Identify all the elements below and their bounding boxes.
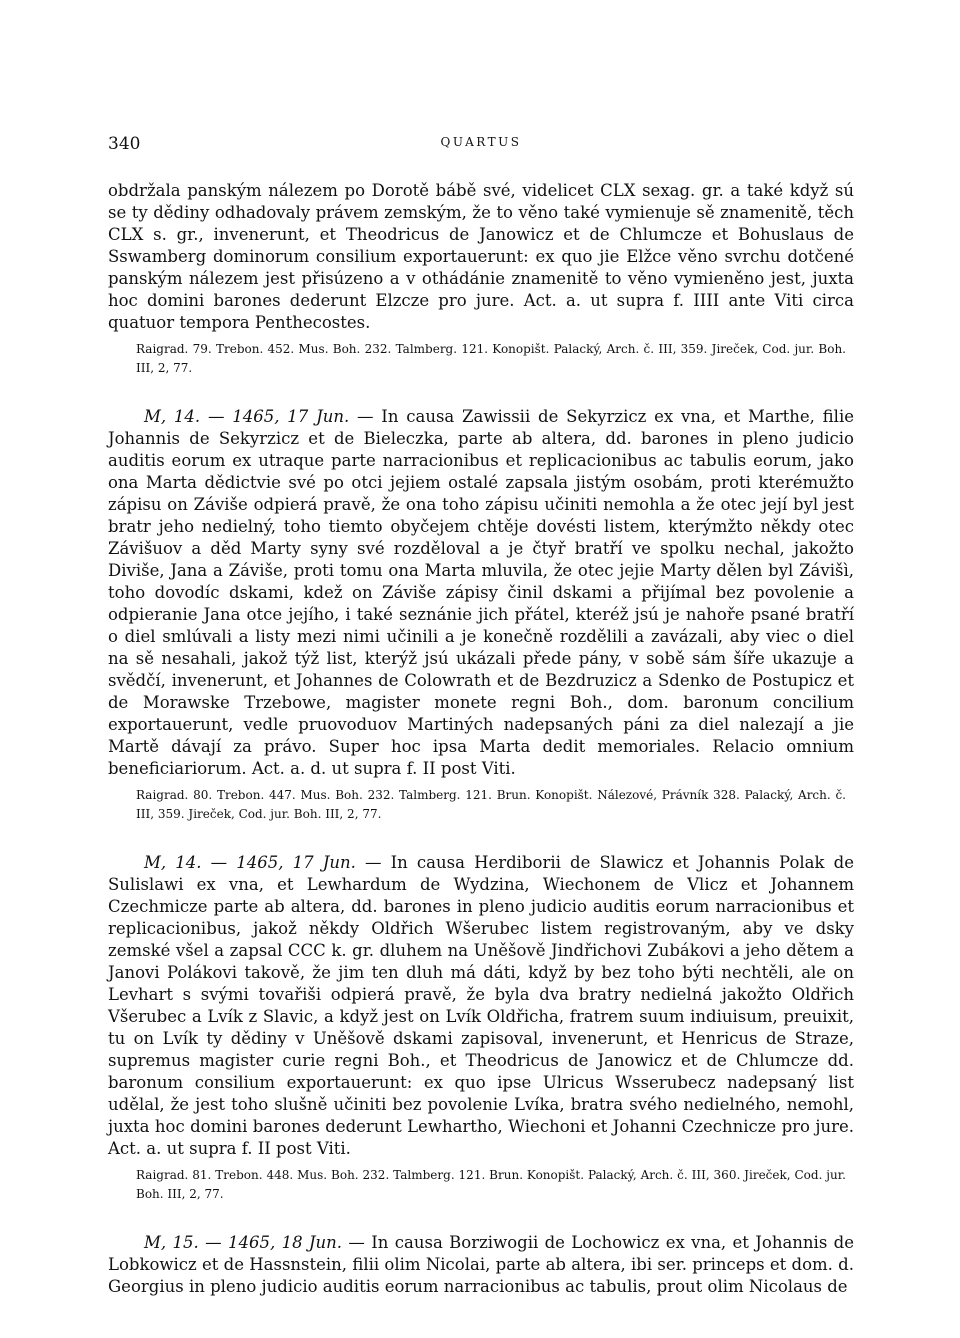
entry-text: In causa Herdiborii de Slawicz et Johannis Polak de Sulislawi ex vna, et Lewhardum de Wydzina, Wiechonem de Vlicz et Johannem Czechmicze parte ab altera, dd. barones in pleno judicio auditis eorum narracionibus et replicacionibus, jakož někdy Oldřich Wšerubec listem registrovaným, aby ve dsky zemské všel a zapsal CCC k. gr. dluhem na Uněšově Jindřichovi Zubákovi a jeho dětem a Janovi Polákovi takově, že jim ten dluh má dáti, když by bez toho býti nechtěli, ale on Levhart s svými tovařiši odpierá pravě, že byla dva bratry nedielná jakožto Oldřich Všerubec a Lvík z Slavic, a když jest on Lvík Oldřicha, fratrem suum indiuisum, preuixit, tu on Lvík ty dědiny v Uněšově dskami zapisoval, invenerunt, et Henricus de Straze, supremus magister curie regni Boh., et Theodricus de Janowicz et de Chlumcze dd. baronum consilium exportauerunt: ex quo ipse Ulricus Wsserubecz nadepsaný list udělal, že jest toho slušně učiniti bez povolenie Lvíka, bratra svého nedielného, nemohl, juxta hoc domini barones dederunt Lewhartho, Wiechoni et Johanni Czechnicze pro jure. Act. a. ut supra f. II post Viti. <box>108 853 854 1158</box>
entry-heading: M, 14. — 1465, 17 Jun. <box>144 407 350 426</box>
entry-heading: M, 14. — 1465, 17 Jun. <box>144 853 356 872</box>
entry-m14-zawissius <box>108 406 854 824</box>
entry-text: In causa Borziwogii de Lochowicz ex vna, et Johannis de Lobkowicz et de Hassnstein, filii olim Nicolai, parte ab altera, ibi ser. princeps et dom. d. Georgius in pleno judicio auditis eorum narracionibus ac tabulis, prout olim Nicolaus de <box>108 1233 854 1296</box>
source-references: Raigrad. 81. Trebon. 448. Mus. Boh. 232. Talmberg. 121. Brun. Konopišt. Palacký, Arch. č. III, 360. Jireček, Cod. jur. Boh. III, 2, 77. <box>136 1168 846 1201</box>
source-references: Raigrad. 79. Trebon. 452. Mus. Boh. 232. Talmberg. 121. Konopišt. Palacký, Arch. č. III, 359. Jireček, Cod. jur. Boh. III, 2, 77. <box>136 342 846 375</box>
running-head: QUARTUS <box>440 135 522 149</box>
page-header <box>108 134 854 158</box>
entry-paragraph: M, 14. — 1465, 17 Jun. — In causa Herdiborii de Slawicz et Johannis Polak de Sulislawi ex vna, et Lewhardum de Wydzina, Wiechonem de Vlicz et Johannem Czechmicze parte ab altera, dd. barones in pleno judicio auditis eorum narracionibus et replicacionibus, jakož někdy Oldřich Wšerubec listem registrovaným, aby ve dsky zemské všel a zapsal CCC k. gr. dluhem na Uněšově Jindřichovi Zubákovi a jeho dětem a Janovi Polákovi takově, že jim ten dluh má dáti, když by bez toho býti nechtěli, ale on Levhart s svými tovařiši odpierá pravě, že byla dva bratry nedielná jakožto Oldřich Všerubec a Lvík z Slavic, a když jest on Lvík Oldřicha, fratrem suum indiuisum, preuixit, tu on Lvík ty dědiny v Uněšově dskami zapisoval, invenerunt, et Henricus de Straze, supremus magister curie regni Boh., et Theodricus de Janowicz et de Chlumcze dd. baronum consilium exportauerunt: ex quo ipse Ulricus Wsserubecz nadepsaný list udělal, že jest toho slušně učiniti bez povolenie Lvíka, bratra svého nedielného, nemohl, juxta hoc domini barones dederunt Lewhartho, Wiechoni et Johanni Czechnicze pro jure. Act. a. ut supra f. II post Viti. <box>108 853 854 1158</box>
entry-paragraph: M, 14. — 1465, 17 Jun. — In causa Zawissii de Sekyrzicz ex vna, et Marthe, filie Johannis de Sekyrzicz et de Bieleczka, parte ab altera, dd. barones in pleno judicio auditis eorum ex utraque parte narracionibus et replicacionibus ac tabulis eorum, jako ona Marta dědictvie své po otci jejiem ostalé zapsala jistým osobám, proti kterémužto zápisu on Záviše odpierá pravě, že ona toho zápisu učiniti nemohla a že otec její byl jest bratr jeho nedielný, toho tiemto obyčejem chtěje dovésti listem, kterýmžto někdy otec Závišuov a děd Marty syny své rozděloval a je čtyř bratří ve spolku nechal, jakožto Diviše, Jana a Záviše, proti tomu ona Marta mluvila, že otec jejie Marty dělen byl Závišì, toho dovodíc dskami, kdež on Záviše zápisy činil dskami a přijímal bez povolenie a odpieranie Jana otce jejího, i také seznánie jich přátel, kteréž jsú je nahoře psané bratří o diel smlúvali a listy mezi nimi učinili a je konečně rozdělili a zavázali, aby viec o diel na sě nesahali, jakož týž list, kterýž jsú ukázali přede pány, v sobě sám šíře ukazuje a svědčí, invenerunt, et Johannes de Colowrath et de Bezdruzicz a Sdenko de Postupicz et de Morawske Trzebowe, magister monete regni Boh., dom. baronum concilium exportauerunt, vedle pruovoduov Martiných nadepsaných páni za diel nalezají a jie Martě dávají za právo. Super hoc ipsa Marta dedit memoriales. Relacio omnium beneficiariorum. Act. a. d. ut supra f. II post Viti. <box>108 407 854 778</box>
source-references: Raigrad. 80. Trebon. 447. Mus. Boh. 232. Talmberg. 121. Brun. Konopišt. Nálezové, Právník 328. Palacký, Arch. č. III, 359. Jireček, Cod. jur. Boh. III, 2, 77. <box>136 788 846 821</box>
entry-text: In causa Zawissii de Sekyrzicz ex vna, et Marthe, filie Johannis de Sekyrzicz et de Bieleczka, parte ab altera, dd. barones in pleno judicio auditis eorum ex utraque parte narracionibus et replicacionibus ac tabulis eorum, jako ona Marta dědictvie své po otci jejiem ostalé zapsala jistým osobám, proti kterémužto zápisu on Záviše odpierá pravě, že ona toho zápisu učiniti nemohla a že otec její byl jest bratr jeho nedielný, toho tiemto obyčejem chtěje dovésti listem, kterýmžto někdy otec Závišuov a děd Marty syny své rozděloval a je čtyř bratří ve spolku nechal, jakožto Diviše, Jana a Záviše, proti tomu ona Marta mluvila, že otec jejie Marty dělen byl Závišì, toho dovodíc dskami, kdež on Záviše zápisy činil dskami a přijímal bez povolenie a odpieranie Jana otce jejího, i také seznánie jich přátel, kteréž jsú je nahoře psané bratří o diel smlúvali a listy mezi nimi učinili a je konečně rozdělili a zavázali, aby viec o diel na sě nesahali, jakož týž list, kterýž jsú ukázali přede pány, v sobě sám šíře ukazuje a svědčí, invenerunt, et Johannes de Colowrath et de Bezdruzicz a Sdenko de Postupicz et de Morawske Trzebowe, magister monete regni Boh., dom. baronum concilium exportauerunt, vedle pruovoduov Martiných nadepsaných páni za diel nalezají a jie Martě dávají za právo. Super hoc ipsa Marta dedit memoriales. Relacio omnium beneficiariorum. Act. a. d. ut supra f. II post Viti. <box>108 407 854 778</box>
page-content <box>108 180 854 1298</box>
entry-text: obdržala panským nálezem po Dorotě bábě své, videlicet CLX sexag. gr. a také když sú se ty dědiny odhadovaly právem zemským, že to věno také vymienuje sě znamenitě, těch CLX s. gr., invenerunt, et Theodricus de Janowicz et de Chlumcze et Bohuslaus de Sswamberg dominorum consilium exportauerunt: ex quo jie Elžce věno svrchu dotčené panským nálezem jest přisúzeno a v othádánie znamenitě to věno vymieněno jest, juxta hoc domini barones dederunt Elzcze pro jure. Act. a. ut supra f. IIII ante Viti circa quatuor tempora Penthecostes. <box>108 181 854 332</box>
entry-heading: M, 15. — 1465, 18 Jun. <box>144 1233 343 1252</box>
entry-m15-borziwogius <box>108 1232 854 1298</box>
entry-continuation <box>108 180 854 378</box>
page-number: 340 <box>108 134 141 154</box>
entry-m14-herdiborius <box>108 852 854 1204</box>
entry-paragraph: M, 15. — 1465, 18 Jun. — In causa Borziwogii de Lochowicz ex vna, et Johannis de Lobkowicz et de Hassnstein, filii olim Nicolai, parte ab altera, ibi ser. princeps et dom. d. Georgius in pleno judicio auditis eorum narracionibus ac tabulis, prout olim Nicolaus de <box>108 1233 854 1296</box>
